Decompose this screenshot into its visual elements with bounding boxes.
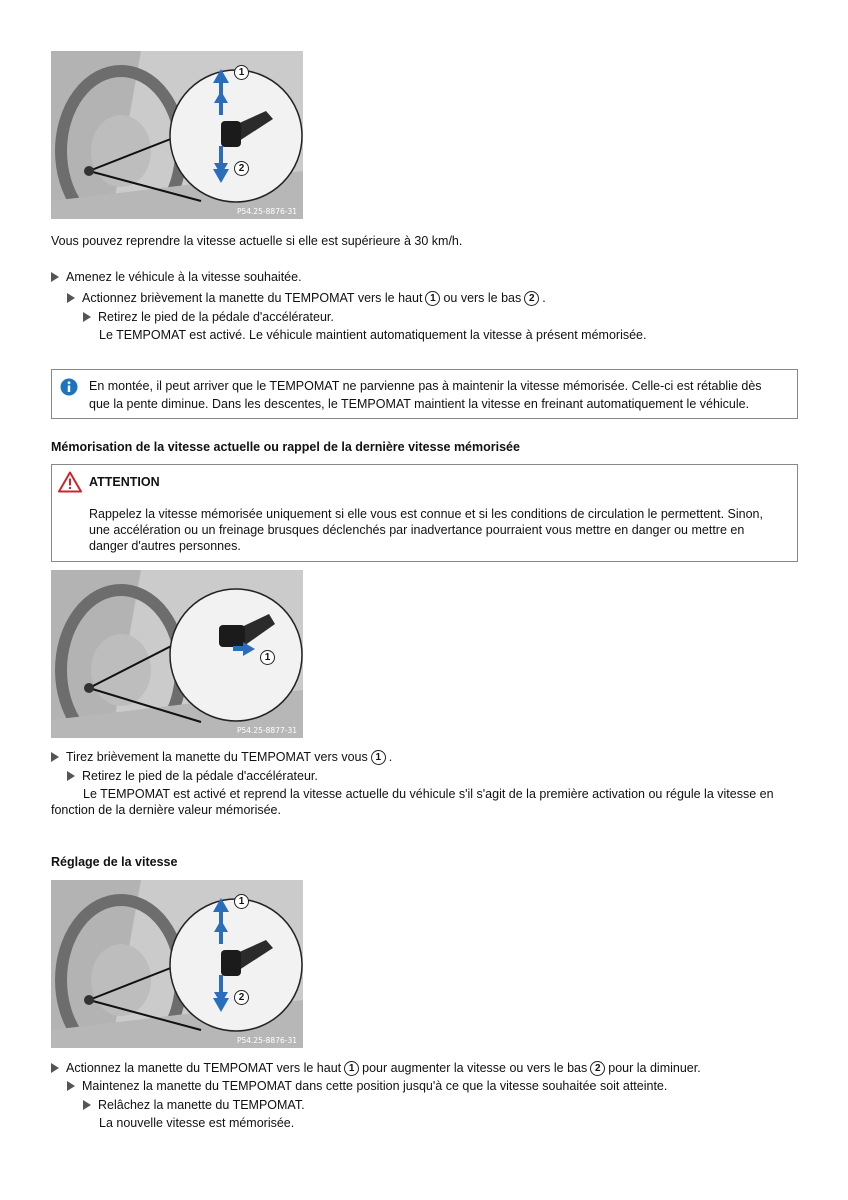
callout-1: 1: [260, 650, 275, 665]
bullet-arrow-icon: [67, 293, 75, 303]
step: Amenez le véhicule à la vitesse souhaitée.: [51, 269, 302, 285]
warning-line: Rappelez la vitesse mémorisée uniquement si elle vous est connue et si les conditions de circulation le permettent. Sinon,: [89, 507, 763, 521]
callout-2: 2: [590, 1061, 605, 1076]
callout-1: 1: [344, 1061, 359, 1076]
step: Actionnez la manette du TEMPOMAT vers le haut 1 pour augmenter la vitesse ou vers le bas 2 pour la diminuer.: [51, 1060, 701, 1076]
bullet-arrow-icon: [67, 771, 75, 781]
bullet-arrow-icon: [83, 1100, 91, 1110]
step: Maintenez la manette du TEMPOMAT dans cette position jusqu'à ce que la vitesse souhaitée soit atteinte.: [67, 1078, 667, 1094]
figure-lever-up-down-1: [51, 51, 303, 219]
step: Tirez brièvement la manette du TEMPOMAT vers vous 1 .: [51, 749, 392, 765]
info-note: [51, 369, 798, 419]
bullet-arrow-icon: [51, 1063, 59, 1073]
bullet-arrow-icon: [67, 1081, 75, 1091]
step: Retirez le pied de la pédale d'accélérateur.: [67, 768, 318, 784]
result-text: Le TEMPOMAT est activé et reprend la vitesse actuelle du véhicule s'il s'agit de la première activation ou régule la vitesse en: [83, 787, 774, 801]
section-heading: Réglage de la vitesse: [51, 855, 178, 869]
figure-lever-up-down-2: [51, 880, 303, 1048]
figure-code: P54.25-8877-31: [236, 726, 297, 735]
result-text: Le TEMPOMAT est activé. Le véhicule maintient automatiquement la vitesse à présent mémorisée.: [99, 328, 647, 342]
step: Relâchez la manette du TEMPOMAT.: [83, 1097, 305, 1113]
callout-2: 2: [524, 291, 539, 306]
figure-code: P54.25-8876-31: [236, 1036, 297, 1045]
figure-lever-pull: [51, 570, 303, 738]
bullet-arrow-icon: [83, 312, 91, 322]
warning-line: danger d'autres personnes.: [89, 539, 241, 553]
callout-1: 1: [234, 894, 249, 909]
warning-line: une accélération ou un freinage brusques déclenchés par inadvertance pourraient vous mettre en danger ou mettre en: [89, 523, 745, 537]
callout-2: 2: [234, 990, 249, 1005]
section-heading: Mémorisation de la vitesse actuelle ou rappel de la dernière vitesse mémorisée: [51, 440, 520, 454]
callout-2: 2: [234, 161, 249, 176]
warning-box: [51, 464, 798, 562]
intro-text: Vous pouvez reprendre la vitesse actuelle si elle est supérieure à 30 km/h.: [51, 234, 463, 248]
bullet-arrow-icon: [51, 272, 59, 282]
info-note-line: que la pente diminue. Dans les descentes, le TEMPOMAT maintient la vitesse en freinant automatiquement le véhicule.: [89, 397, 750, 411]
info-note-line: En montée, il peut arriver que le TEMPOMAT ne parvienne pas à maintenir la vitesse mémorisée. Celle-ci est rétablie dès: [89, 379, 762, 393]
warning-triangle-icon: [58, 471, 82, 493]
info-icon: [60, 378, 78, 396]
figure-code: P54.25-8876-31: [236, 207, 297, 216]
bullet-arrow-icon: [51, 752, 59, 762]
result-text: fonction de la dernière valeur mémorisée.: [51, 803, 281, 817]
step: Retirez le pied de la pédale d'accélérateur.: [83, 309, 334, 325]
result-text: La nouvelle vitesse est mémorisée.: [99, 1116, 295, 1130]
step: Actionnez brièvement la manette du TEMPOMAT vers le haut 1 ou vers le bas 2 .: [67, 290, 546, 306]
warning-title: ATTENTION: [89, 475, 160, 489]
callout-1: 1: [234, 65, 249, 80]
callout-1: 1: [371, 750, 386, 765]
callout-1: 1: [425, 291, 440, 306]
